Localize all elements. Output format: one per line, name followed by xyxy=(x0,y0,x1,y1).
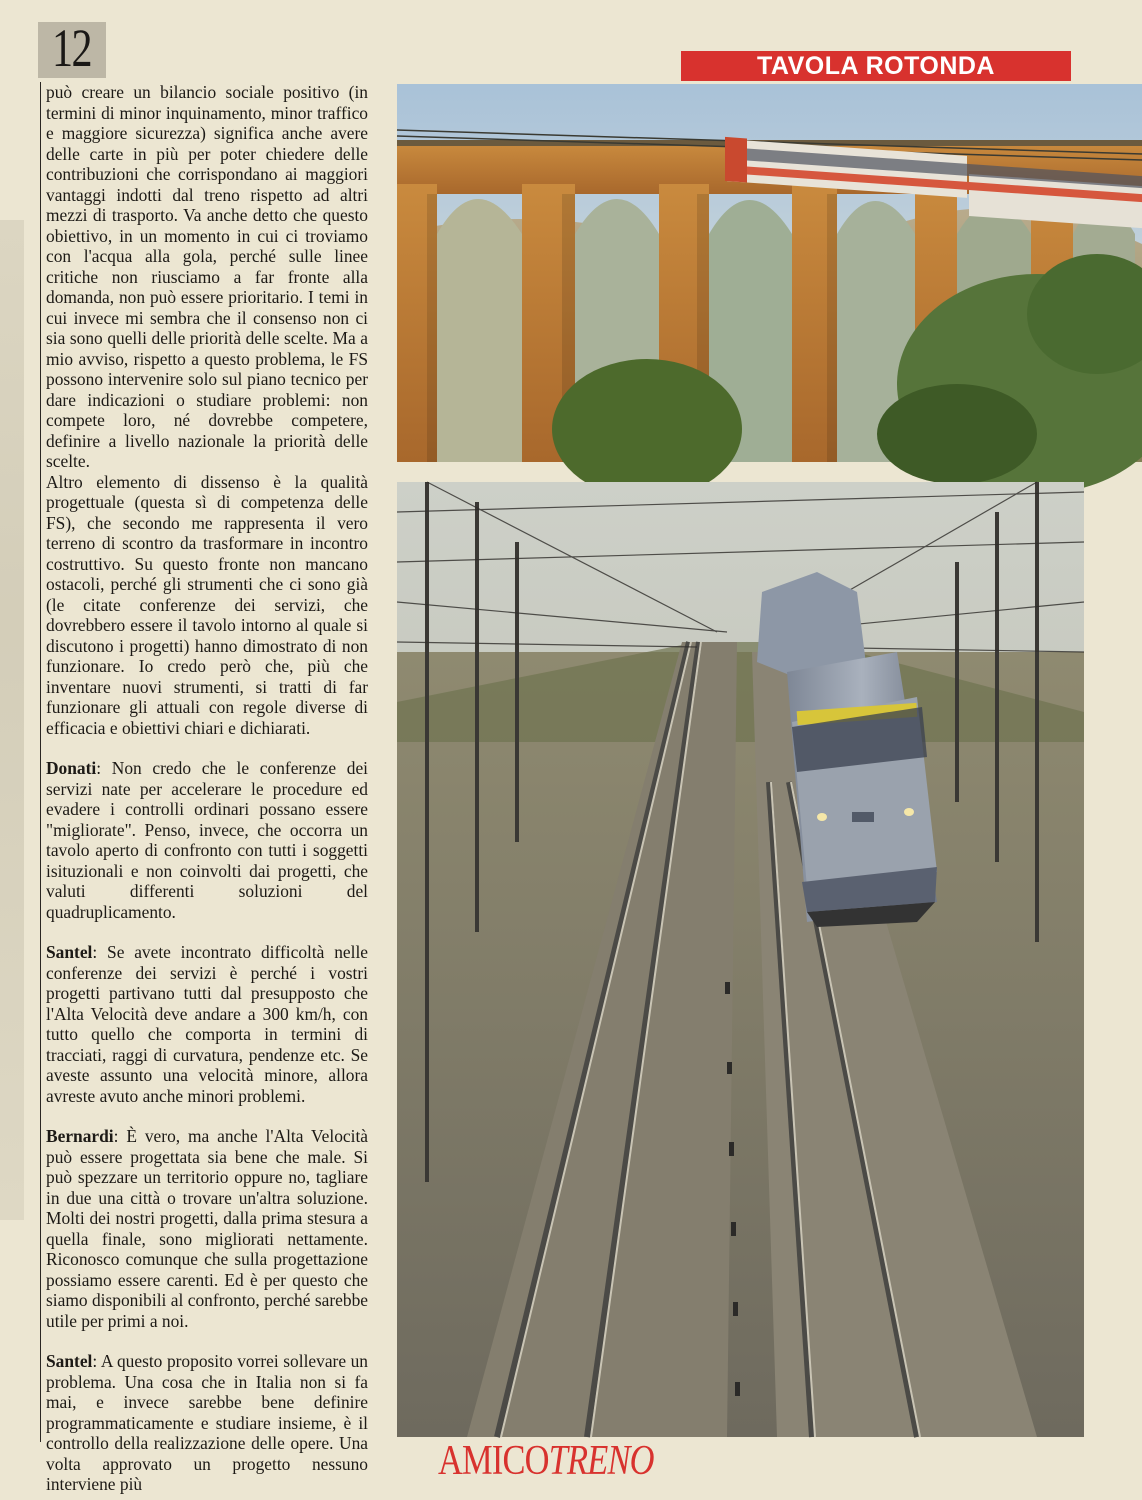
article-column xyxy=(46,82,368,1494)
article-paragraph xyxy=(46,942,368,1106)
article-paragraph xyxy=(46,472,368,739)
high-speed-train-illustration xyxy=(397,482,1084,1437)
paragraph-text: : Se avete incontrato difficoltà nelle conferenze dei servizi è perché i vostri progetti partivano tutti dal presupposto che l'Alta Velocità deve andare a 300 km/h, con tutto quello che comporta in termini di tracciati, raggi di curvatura, pendenze etc. Se aveste assunto una velocità minore, allora avreste avuto anche minori problemi. xyxy=(46,942,368,1106)
logo-part-amico: AMICO xyxy=(438,1438,549,1484)
paragraph-text: può creare un bilancio sociale positivo (in termini di minor inquinamento, minor traffico e maggiore sicurezza) significa anche avere delle carte in più per poter chiedere delle contribuzioni che corrispondano ai maggiori vantaggi indotti dal treno rispetto ad altri mezzi di trasporto. Va anche detto che questo obiettivo, in un momento in cui ci troviamo con l'acqua alla gola, perché sulle linee critiche non riusciamo a far fronte alla domanda, non può essere prioritario. I temi in cui invece mi sembra che il consenso non ci sia sono quelli delle priorità delle scelte. Ma a mio avviso, rispetto a questo problema, le FS possono intervenire solo sul piano tecnico per dare indicazioni o studiare problemi: non compete loro, né dovrebbe competere, definire a livello nazionale la priorità delle scelte. xyxy=(46,82,368,471)
page-number: 12 xyxy=(52,18,91,78)
paragraph-text: : A questo proposito vorrei sollevare un problema. Una cosa che in Italia non si fa mai, e invece sarebbe bene definire programmaticamente e studiare insieme, è il controllo della realizzazione delle opere. Una volta approvato un progetto nessuno interviene più xyxy=(46,1351,368,1494)
magazine-logo xyxy=(438,1438,654,1484)
article-paragraph xyxy=(46,82,368,472)
viaduct-photo xyxy=(397,84,1142,462)
logo-part-treno: TRENO xyxy=(548,1438,654,1484)
article-paragraph xyxy=(46,1126,368,1331)
article-paragraph xyxy=(46,758,368,922)
article-paragraph xyxy=(46,1351,368,1495)
speaker-name: Santel xyxy=(46,1351,93,1371)
column-rule xyxy=(40,82,41,1442)
speaker-name: Bernardi xyxy=(46,1126,114,1146)
paragraph-text: : È vero, ma anche l'Alta Velocità può essere progettata sia bene che male. Si può spezzare un territorio oppure no, tagliare in due una città o trovare un'altra soluzione. Molti dei nostri progetti, dalla prima stesura a quella finale, sono migliorati nettamente. Riconosco comunque che sulla progettazione possiamo essere carenti. Ed è per questo che siamo disponibili al confronto, perché sarebbe utile per primi a noi. xyxy=(46,1126,368,1331)
page-edge-strip xyxy=(0,220,24,1220)
section-title: TAVOLA ROTONDA xyxy=(681,51,1071,81)
paragraph-text: : Non credo che le conferenze dei servizi nate per accelerare le procedure ed evadere i controlli ordinari possano essere "migliorate". Penso, invece, che occorra un tavolo aperto di confronto con tutti i soggetti isituzionali e non coinvolti dai progetti, che valuti differenti soluzioni del quadruplicamento. xyxy=(46,758,368,922)
high-speed-train-photo xyxy=(397,482,1084,1437)
speaker-name: Donati xyxy=(46,758,97,778)
paragraph-text: Altro elemento di dissenso è la qualità progettuale (questa sì di competenza delle FS), che secondo me rappresenta il vero terreno di scontro da trasformare in incontro costruttivo. Su questo fronte non mancano ostacoli, perché gli strumenti che ci sono già (le citate conferenze dei servizi, che dovrebbero essere il tavolo intorno al quale si discutono i progetti) hanno dimostrato di non funzionare. Io credo però che, più che inventare nuovi strumenti, si tratti di far funzionare gli attuali con regole diverse di efficacia e obiettivi chiari e dichiarati. xyxy=(46,471,368,738)
speaker-name: Santel xyxy=(46,942,93,962)
viaduct-illustration xyxy=(397,84,1142,462)
